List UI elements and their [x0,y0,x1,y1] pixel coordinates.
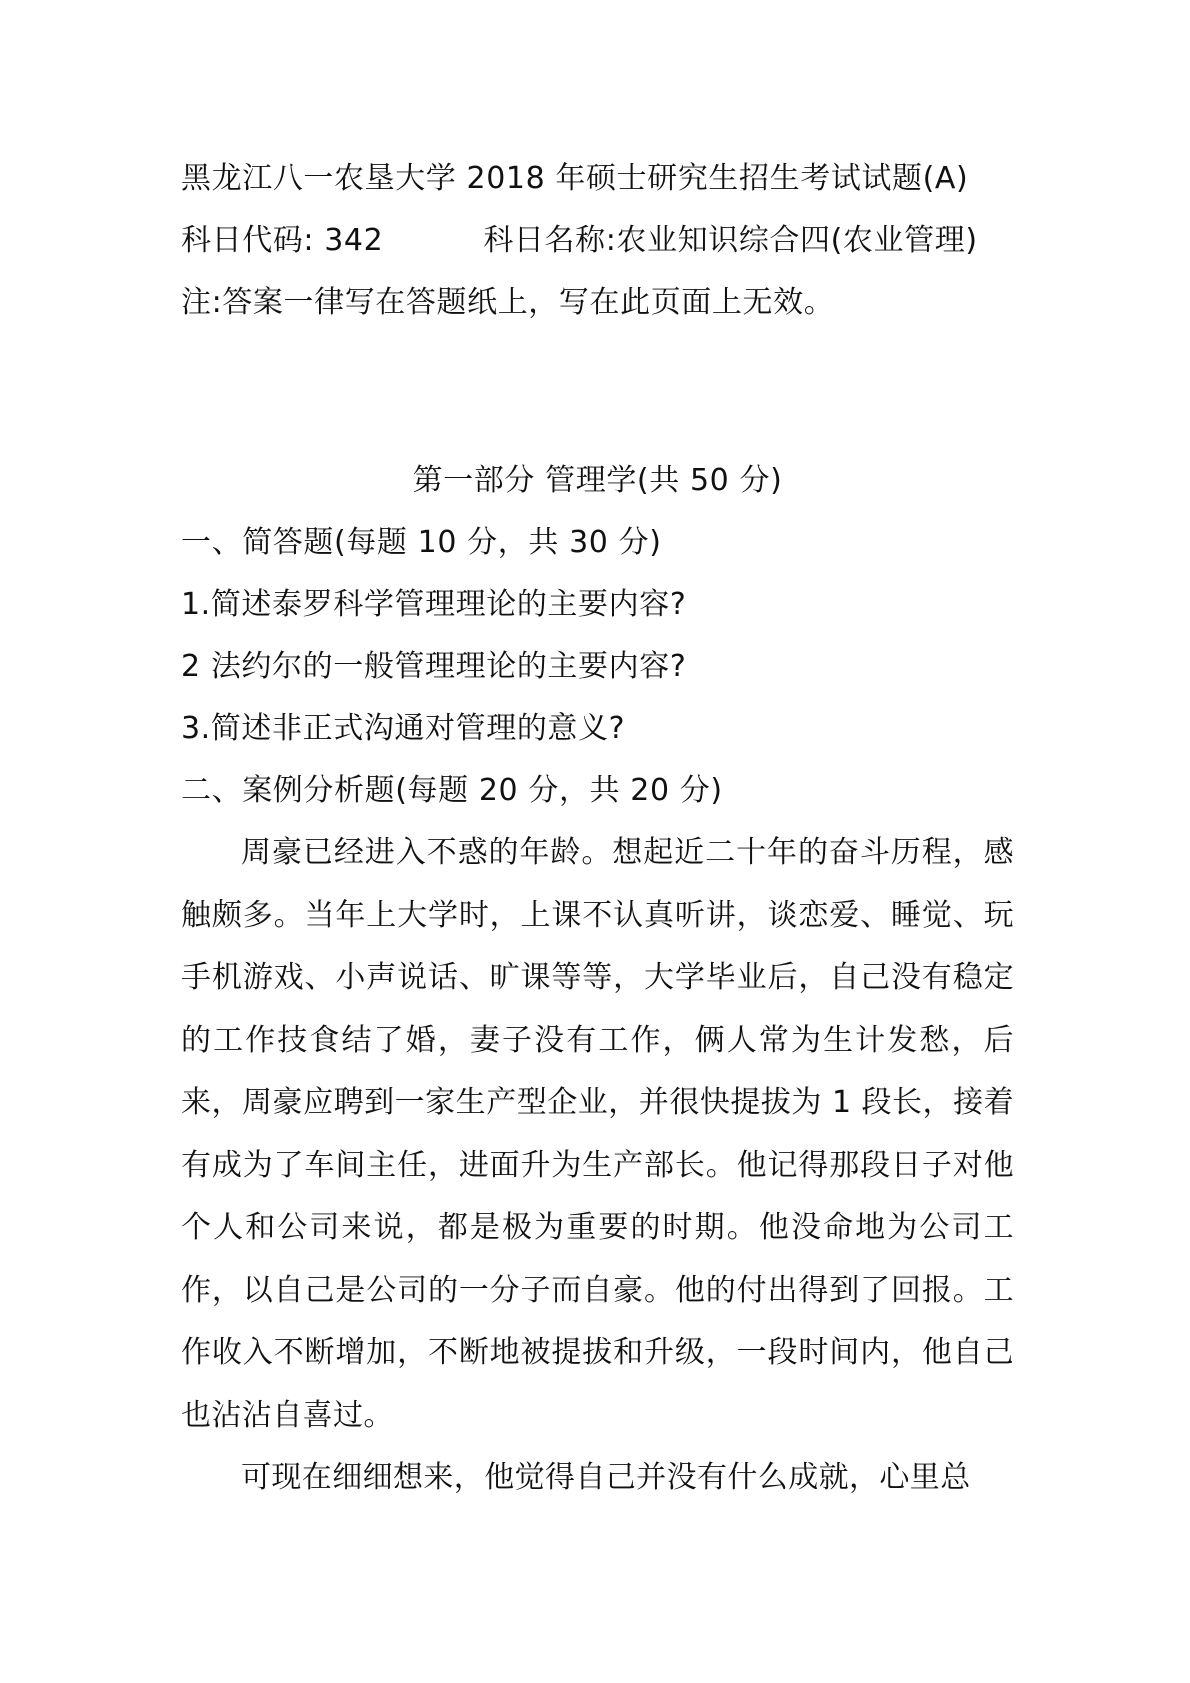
page-content [181,148,1014,1510]
case-paragraph-2: 可现在细细想来，他觉得自己并没有什么成就，心里总 [241,1460,971,1495]
question-3: 3.简述非正式沟通对管理的意义? [181,711,626,746]
section1-heading: 一、简答题(每题 10 分，共 30 分) [181,525,662,560]
subject-code: 科日代码: 342 [181,223,384,258]
spacer [181,334,1014,450]
exam-title: 黑龙江八一农垦大学 2018 年硕士研究生招生考试试题(A) [181,161,969,196]
question-2: 2 法约尔的一般管理理论的主要内容? [181,649,687,684]
part-heading: 第一部分 管理学(共 50 分) [412,463,783,498]
exam-note: 注:答案一律写在答题纸上，写在此页面上无效。 [181,285,835,320]
section2-heading: 二、案例分析题(每题 20 分，共 20 分) [181,773,723,808]
case-paragraph-1: 周豪已经进入不惑的年龄。想起近二十年的奋斗历程，感触颇多。当年上大学时，上课不认真听讲，谈恋爱、睡觉、玩手机游戏、小声说话、旷课等等，大学毕业后，自己没有稳定的工作技食结了婚，妻子没有工作，俩人常为生计发愁，后来，周豪应聘到一家生产型企业，并很快提拔为 1 段长，接着有成为了车间主任，进面升为生产部长。他记得那段日子对他个人和公司来说，都是极为重要的时期。他没命地为公司工作，以自己是公司的一分子而自豪。他的付出得到了回报。工作收入不断增加，不断地被提拔和升级，一段时间内，他自己也沾沾自喜过。 [181,835,1014,1433]
question-1: 1.简述泰罗科学管理理论的主要内容? [181,587,687,622]
subject-row [181,210,1014,272]
subject-name: 科日名称:农业知识综合四(农业管理) [483,223,978,258]
